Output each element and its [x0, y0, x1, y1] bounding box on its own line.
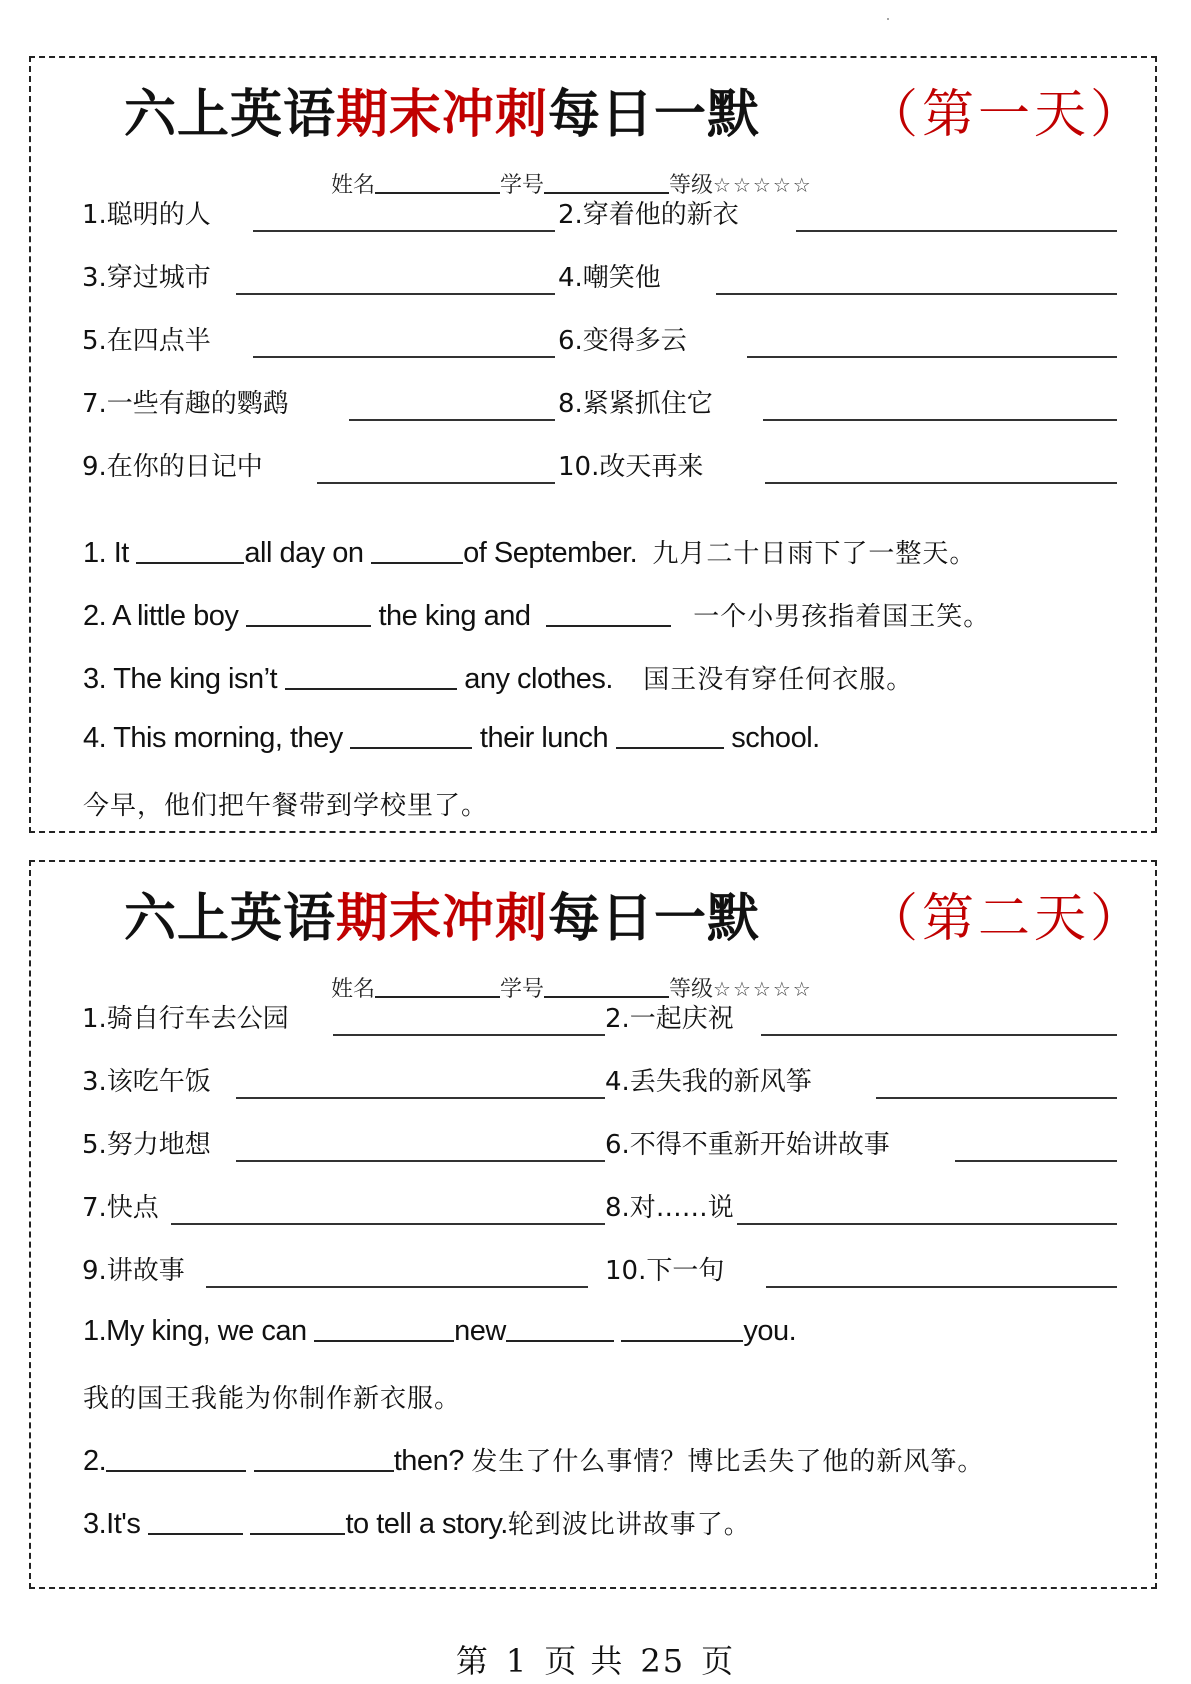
title-prefix: 六上英语	[124, 889, 337, 949]
vocab-item: 7.一些有趣的鹦鹉	[82, 389, 289, 419]
blank-field[interactable]	[546, 603, 671, 627]
grade-stars-icon[interactable]: ☆☆☆☆☆	[713, 977, 813, 1001]
name-label: 姓名	[331, 173, 376, 198]
blank-field[interactable]	[136, 540, 244, 564]
page-mid: 页 共	[544, 1642, 625, 1680]
blank-field[interactable]	[250, 1511, 345, 1535]
sentence-3: 3. The king isn’t any clothes. 国王没有穿任何衣服。	[83, 663, 914, 695]
answer-line[interactable]	[171, 1223, 605, 1225]
vocab-item: 8.对……说	[605, 1193, 734, 1223]
vocab-item: 5.在四点半	[82, 326, 211, 356]
blank-field[interactable]	[285, 666, 457, 690]
answer-line[interactable]	[333, 1034, 605, 1036]
answer-line[interactable]	[876, 1097, 1117, 1099]
sentence-1: 1. It all day on of September. 九月二十日雨下了一整天。	[83, 537, 977, 569]
page-footer	[0, 1636, 1191, 1682]
vocab-item: 6.变得多云	[558, 326, 687, 356]
blank-field[interactable]	[254, 1448, 394, 1472]
answer-line[interactable]	[253, 230, 555, 232]
title-highlight: 期末冲刺	[336, 85, 549, 145]
answer-line[interactable]	[761, 1034, 1117, 1036]
name-label: 姓名	[331, 977, 376, 1002]
blank-field[interactable]	[616, 725, 724, 749]
blank-field[interactable]	[350, 725, 472, 749]
answer-line[interactable]	[349, 419, 555, 421]
vocab-item: 3.穿过城市	[82, 263, 211, 293]
student-info	[331, 972, 813, 1003]
sentence-1: 1.My king, we can new you.	[83, 1315, 797, 1347]
vocab-item: 6.不得不重新开始讲故事	[605, 1130, 890, 1160]
title-day: （第一天）	[866, 85, 1147, 145]
vocab-item: 2.穿着他的新衣	[558, 200, 739, 230]
page-total: 25	[640, 1642, 686, 1680]
blank-field[interactable]	[148, 1511, 243, 1535]
worksheet-day-2	[29, 860, 1157, 1589]
worksheet-day-1	[29, 56, 1157, 833]
answer-line[interactable]	[766, 1286, 1117, 1288]
answer-line[interactable]	[236, 1097, 605, 1099]
name-field[interactable]	[375, 976, 500, 998]
sentence-1-translation: 我的国王我能为你制作新衣服。	[83, 1384, 462, 1414]
grade-label: 等级	[669, 173, 714, 198]
answer-line[interactable]	[765, 482, 1117, 484]
answer-line[interactable]	[716, 293, 1117, 295]
vocab-item: 4.丢失我的新风筝	[605, 1067, 812, 1097]
speck	[887, 18, 889, 20]
vocab-item: 10.下一句	[605, 1256, 725, 1286]
number-field[interactable]	[544, 172, 669, 194]
vocab-item: 9.讲故事	[82, 1256, 185, 1286]
answer-line[interactable]	[763, 419, 1117, 421]
vocab-item: 7.快点	[82, 1193, 159, 1223]
answer-line[interactable]	[955, 1160, 1117, 1162]
blank-field[interactable]	[371, 540, 463, 564]
vocab-item: 2.一起庆祝	[605, 1004, 734, 1034]
vocab-item: 9.在你的日记中	[82, 452, 263, 482]
blank-field[interactable]	[106, 1448, 246, 1472]
title-suffix: 每日一默	[548, 85, 761, 145]
sentence-3: 3.It's to tell a story.轮到波比讲故事了。	[83, 1508, 751, 1540]
title-prefix: 六上英语	[124, 85, 337, 145]
vocab-item: 5.努力地想	[82, 1130, 211, 1160]
number-label: 学号	[500, 977, 545, 1002]
number-field[interactable]	[544, 976, 669, 998]
blank-field[interactable]	[621, 1318, 743, 1342]
answer-line[interactable]	[236, 1160, 605, 1162]
vocab-item: 8.紧紧抓住它	[558, 389, 713, 419]
sentence-2: 2. then? 发生了什么事情？博比丢失了他的新风筝。	[83, 1445, 985, 1477]
page-suffix: 页	[701, 1642, 736, 1680]
number-label: 学号	[500, 173, 545, 198]
answer-line[interactable]	[796, 230, 1117, 232]
page-current: 1	[505, 1642, 529, 1680]
sentence-4: 4. This morning, they their lunch school.	[83, 722, 820, 754]
title-highlight: 期末冲刺	[336, 889, 549, 949]
vocab-item: 10.改天再来	[558, 452, 704, 482]
vocab-item: 3.该吃午饭	[82, 1067, 211, 1097]
sentence-4-translation: 今早，他们把午餐带到学校里了。	[83, 791, 489, 821]
answer-line[interactable]	[206, 1286, 588, 1288]
worksheet-title	[31, 884, 1155, 954]
page-prefix: 第	[455, 1642, 490, 1680]
answer-line[interactable]	[747, 356, 1117, 358]
worksheet-title	[31, 80, 1155, 150]
answer-line[interactable]	[236, 293, 555, 295]
vocab-item: 4.嘲笑他	[558, 263, 661, 293]
title-day: （第二天）	[866, 889, 1147, 949]
answer-line[interactable]	[253, 356, 555, 358]
grade-label: 等级	[669, 977, 714, 1002]
title-suffix: 每日一默	[548, 889, 761, 949]
blank-field[interactable]	[246, 603, 371, 627]
blank-field[interactable]	[314, 1318, 454, 1342]
name-field[interactable]	[375, 172, 500, 194]
blank-field[interactable]	[506, 1318, 614, 1342]
vocab-item: 1.骑自行车去公园	[82, 1004, 289, 1034]
answer-line[interactable]	[317, 482, 555, 484]
sentence-2: 2. A little boy the king and 一个小男孩指着国王笑。	[83, 600, 991, 632]
vocab-item: 1.聪明的人	[82, 200, 211, 230]
answer-line[interactable]	[737, 1223, 1117, 1225]
grade-stars-icon[interactable]: ☆☆☆☆☆	[713, 173, 813, 197]
